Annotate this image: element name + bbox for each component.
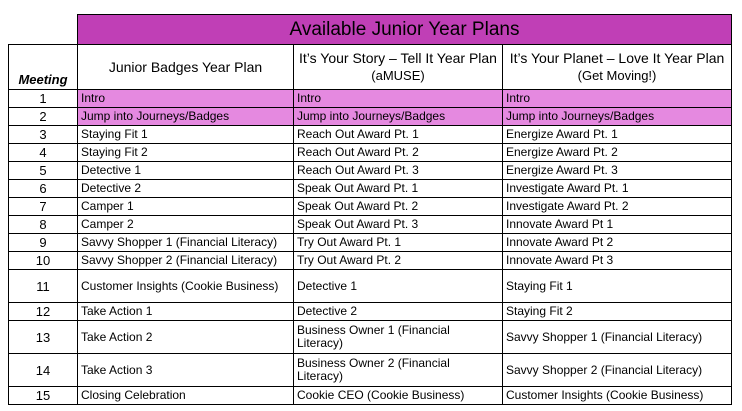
meeting-number: 9 xyxy=(9,234,78,252)
meeting-number: 2 xyxy=(9,108,78,126)
table-row xyxy=(9,234,732,252)
your-planet-cell: Staying Fit 1 xyxy=(503,270,732,303)
meeting-number: 7 xyxy=(9,198,78,216)
table-row xyxy=(9,252,732,270)
meeting-number: 4 xyxy=(9,144,78,162)
col3-header-sub: (Get Moving!) xyxy=(577,68,657,83)
your-story-cell: Detective 2 xyxy=(294,303,503,321)
your-planet-cell: Savvy Shopper 1 (Financial Literacy) xyxy=(503,321,732,354)
junior-badges-cell: Take Action 2 xyxy=(78,321,294,354)
meeting-number: 13 xyxy=(9,321,78,354)
meeting-number: 6 xyxy=(9,180,78,198)
your-story-column-header xyxy=(294,45,503,90)
junior-badges-cell: Staying Fit 1 xyxy=(78,126,294,144)
junior-badges-cell: Staying Fit 2 xyxy=(78,144,294,162)
junior-badges-cell: Customer Insights (Cookie Business) xyxy=(78,270,294,303)
meeting-number: 14 xyxy=(9,354,78,387)
your-planet-cell: Energize Award Pt. 2 xyxy=(503,144,732,162)
your-planet-cell: Investigate Award Pt. 1 xyxy=(503,180,732,198)
your-planet-cell: Energize Award Pt. 3 xyxy=(503,162,732,180)
year-plans-table xyxy=(8,14,732,405)
table-row xyxy=(9,198,732,216)
table-row xyxy=(9,216,732,234)
col2-header-sub: (aMUSE) xyxy=(371,68,425,83)
your-planet-cell: Customer Insights (Cookie Business) xyxy=(503,387,732,405)
meeting-number: 10 xyxy=(9,252,78,270)
junior-badges-cell: Savvy Shopper 1 (Financial Literacy) xyxy=(78,234,294,252)
junior-badges-cell: Jump into Journeys/Badges xyxy=(78,108,294,126)
table-row xyxy=(9,90,732,108)
table-row xyxy=(9,144,732,162)
your-planet-cell: Innovate Award Pt 1 xyxy=(503,216,732,234)
your-planet-cell: Energize Award Pt. 1 xyxy=(503,126,732,144)
junior-badges-cell: Camper 1 xyxy=(78,198,294,216)
meeting-column-header: Meeting xyxy=(9,45,78,90)
table-row xyxy=(9,126,732,144)
year-plans-table-wrapper xyxy=(8,14,732,405)
junior-badges-cell: Camper 2 xyxy=(78,216,294,234)
meeting-number: 1 xyxy=(9,90,78,108)
table-row xyxy=(9,354,732,387)
table-row xyxy=(9,321,732,354)
table-row xyxy=(9,180,732,198)
your-story-cell: Reach Out Award Pt. 2 xyxy=(294,144,503,162)
col2-header-text: It’s Your Story – Tell It Year Plan xyxy=(299,50,497,66)
junior-badges-cell: Savvy Shopper 2 (Financial Literacy) xyxy=(78,252,294,270)
meeting-number: 15 xyxy=(9,387,78,405)
your-story-cell: Reach Out Award Pt. 3 xyxy=(294,162,503,180)
your-planet-cell: Staying Fit 2 xyxy=(503,303,732,321)
junior-badges-column-header xyxy=(78,45,294,90)
your-planet-cell: Innovate Award Pt 2 xyxy=(503,234,732,252)
table-banner-title: Available Junior Year Plans xyxy=(78,15,732,45)
meeting-number: 12 xyxy=(9,303,78,321)
junior-badges-cell: Detective 1 xyxy=(78,162,294,180)
your-story-cell: Speak Out Award Pt. 1 xyxy=(294,180,503,198)
table-row xyxy=(9,387,732,405)
col3-header-text: It’s Your Planet – Love It Year Plan xyxy=(509,50,725,66)
meeting-number: 5 xyxy=(9,162,78,180)
your-story-cell: Speak Out Award Pt. 2 xyxy=(294,198,503,216)
your-story-cell: Speak Out Award Pt. 3 xyxy=(294,216,503,234)
junior-badges-cell: Detective 2 xyxy=(78,180,294,198)
corner-blank xyxy=(9,15,78,45)
your-story-cell: Business Owner 2 (Financial Literacy) xyxy=(294,354,503,387)
your-story-cell: Intro xyxy=(294,90,503,108)
your-planet-cell: Savvy Shopper 2 (Financial Literacy) xyxy=(503,354,732,387)
your-planet-cell: Innovate Award Pt 3 xyxy=(503,252,732,270)
your-story-cell: Try Out Award Pt. 1 xyxy=(294,234,503,252)
your-story-cell: Business Owner 1 (Financial Literacy) xyxy=(294,321,503,354)
your-story-cell: Jump into Journeys/Badges xyxy=(294,108,503,126)
your-planet-cell: Investigate Award Pt. 2 xyxy=(503,198,732,216)
table-row xyxy=(9,270,732,303)
meeting-number: 3 xyxy=(9,126,78,144)
your-story-cell: Try Out Award Pt. 2 xyxy=(294,252,503,270)
table-row xyxy=(9,162,732,180)
meeting-number: 11 xyxy=(9,270,78,303)
your-planet-cell: Jump into Journeys/Badges xyxy=(503,108,732,126)
table-row xyxy=(9,303,732,321)
junior-badges-cell: Closing Celebration xyxy=(78,387,294,405)
junior-badges-cell: Take Action 3 xyxy=(78,354,294,387)
table-row xyxy=(9,108,732,126)
meeting-number: 8 xyxy=(9,216,78,234)
your-story-cell: Cookie CEO (Cookie Business) xyxy=(294,387,503,405)
junior-badges-cell: Take Action 1 xyxy=(78,303,294,321)
col1-header-text: Junior Badges Year Plan xyxy=(108,58,263,75)
your-story-cell: Detective 1 xyxy=(294,270,503,303)
your-planet-column-header xyxy=(503,45,732,90)
your-planet-cell: Intro xyxy=(503,90,732,108)
junior-badges-cell: Intro xyxy=(78,90,294,108)
your-story-cell: Reach Out Award Pt. 1 xyxy=(294,126,503,144)
